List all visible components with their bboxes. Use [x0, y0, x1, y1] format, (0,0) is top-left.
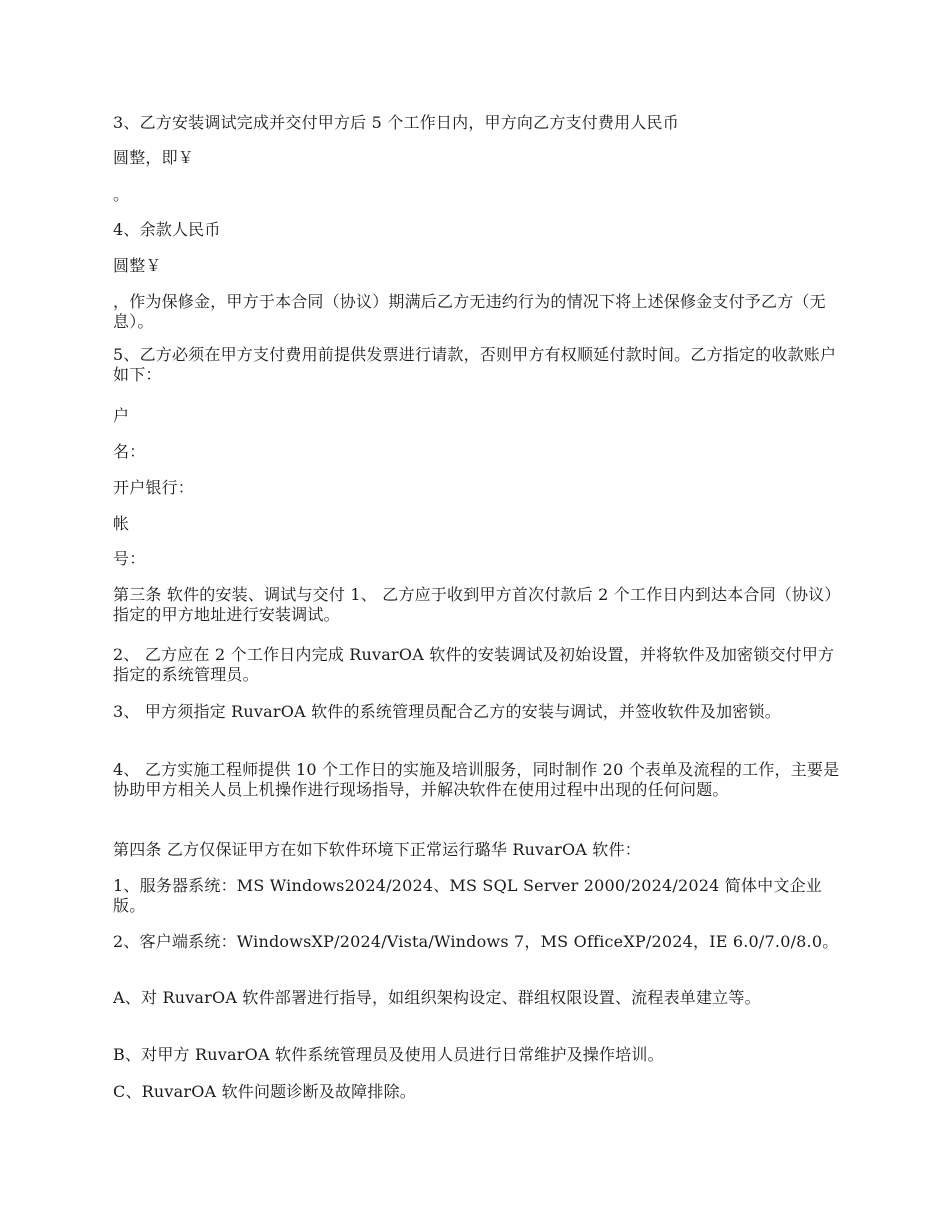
account-name-label-2: 名：: [113, 442, 146, 461]
paragraph-client-system: 2、客户端系统：WindowsXP/2024/Vista/Windows 7，MS OfficeXP/2024，IE 6.0/7.0/8.0。: [113, 932, 839, 951]
paragraph-amount-line: 圆整，即￥: [113, 148, 195, 167]
paragraph-article-3: 第三条 软件的安装、调试与交付 1、 乙方应于收到甲方首次付款后 2 个工作日内到达本合同（协议）指定的甲方地址进行安装调试。: [113, 585, 841, 624]
paragraph-article-3-item-3: 3、 甲方须指定 RuvarOA 软件的系统管理员配合乙方的安装与调试，并签收软件及加密锁。: [113, 702, 781, 721]
paragraph-payment-4: 4、余款人民币: [113, 220, 221, 239]
account-name-label-1: 户: [113, 406, 130, 425]
paragraph-article-4: 第四条 乙方仅保证甲方在如下软件环境下正常运行璐华 RuvarOA 软件：: [113, 840, 641, 859]
paragraph-balance-amount: 圆整￥: [113, 256, 162, 275]
paragraph-payment-3: 3、乙方安装调试完成并交付甲方后 5 个工作日内，甲方向乙方支付费用人民币: [113, 113, 679, 132]
paragraph-article-3-item-4: 4、 乙方实施工程师提供 10 个工作日的实施及培训服务，同时制作 20 个表单及流程的工作，主要是协助甲方相关人员上机操作进行现场指导，并解决软件在使用过程中出现的任何问题。: [113, 760, 840, 799]
paragraph-payment-5: 5、乙方必须在甲方支付费用前提供发票进行请款，否则甲方有权顺延付款时间。乙方指定的收款账户如下：: [113, 345, 837, 384]
paragraph-warranty-deposit: ，作为保修金，甲方于本合同（协议）期满后乙方无违约行为的情况下将上述保修金支付予乙方（无息）。: [113, 292, 826, 331]
paragraph-period: 。: [113, 185, 130, 204]
paragraph-server-system: 1、服务器系统：MS Windows2024/2024、MS SQL Server 2000/2024/2024 简体中文企业版。: [113, 876, 822, 915]
paragraph-service-c: C、RuvarOA 软件问题诊断及故障排除。: [113, 1082, 416, 1101]
paragraph-service-a: A、对 RuvarOA 软件部署进行指导，如组织架构设定、群组权限设置、流程表单建立等。: [113, 988, 761, 1007]
account-number-label-2: 号：: [113, 549, 146, 568]
account-number-label-1: 帐: [113, 514, 130, 533]
paragraph-article-3-item-2: 2、 乙方应在 2 个工作日内完成 RuvarOA 软件的安装调试及初始设置，并将软件及加密锁交付甲方指定的系统管理员。: [113, 645, 835, 684]
bank-label: 开户银行：: [113, 478, 195, 497]
paragraph-service-b: B、对甲方 RuvarOA 软件系统管理员及使用人员进行日常维护及操作培训。: [113, 1045, 664, 1064]
